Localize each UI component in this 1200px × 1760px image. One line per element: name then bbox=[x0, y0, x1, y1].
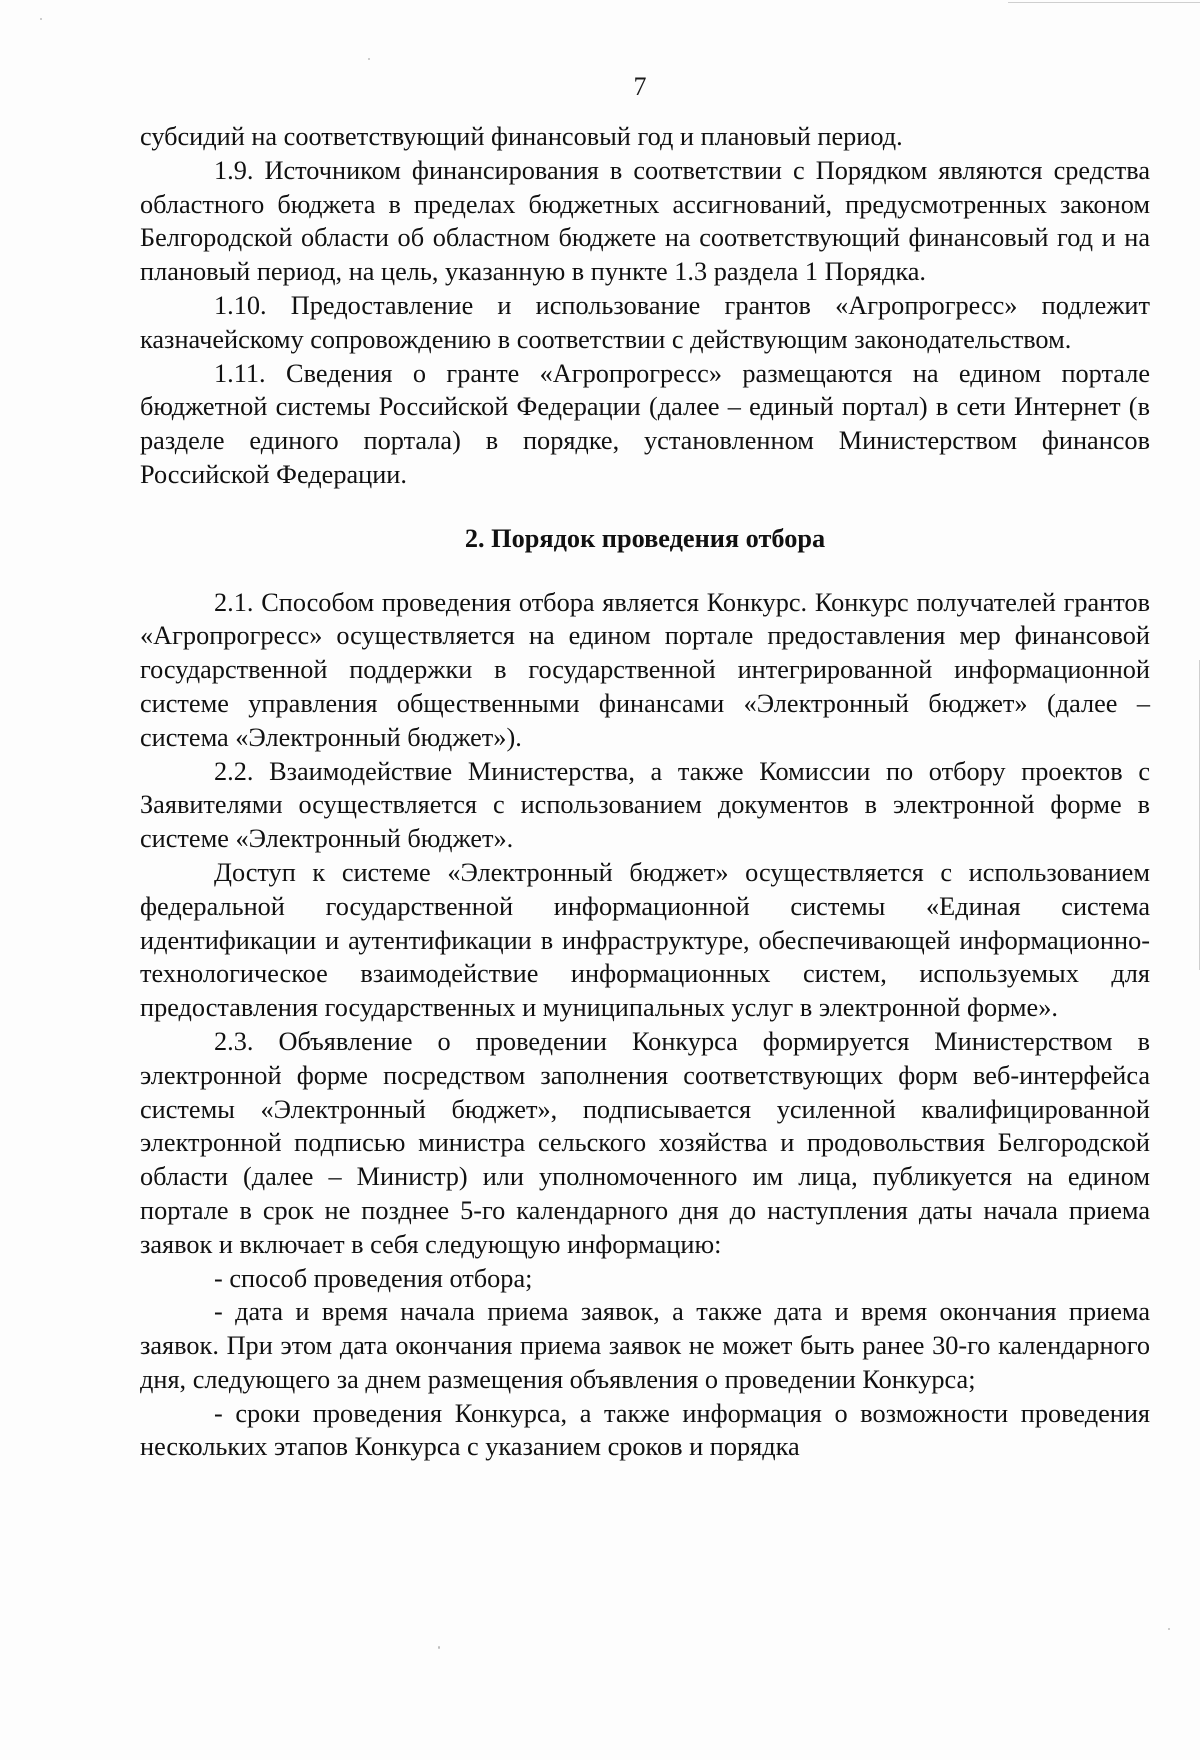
paragraph-1-10: 1.10. Предоставление и использование грантов «Агропрогресс» подлежит казначейскому сопровождению в соответствии с действующим законодательством. bbox=[140, 290, 1150, 354]
section-heading: 2. Порядок проведения отбора bbox=[464, 523, 826, 553]
scan-speck bbox=[40, 18, 42, 20]
list-item-selection-method: - способ проведения отбора; bbox=[214, 1263, 533, 1293]
scan-speck bbox=[368, 58, 370, 60]
paragraph-access: Доступ к системе «Электронный бюджет» осуществляется с использованием федеральной государственной информационной системы «Единая система идентификации и аутентификации в инфраструктуре, обеспечивающей информационно-технологическое взаимодействие информационных систем, используемых для предоставления государственных и муниципальных услуг в электронной форме». bbox=[140, 857, 1150, 1023]
paragraph-2-1: 2.1. Способом проведения отбора является Конкурс. Конкурс получателей грантов «Агропрогресс» осуществляется на едином портале предоставления мер финансовой государственной поддержки в государственной интегрированной информационной системе управления общественными финансами «Электронный бюджет» (далее – система «Электронный бюджет»). bbox=[140, 587, 1150, 752]
document-body bbox=[140, 120, 1150, 1464]
scan-edge-line-top bbox=[1008, 2, 1200, 3]
paragraph-1-11: 1.11. Сведения о гранте «Агропрогресс» размещаются на едином портале бюджетной системы Российской Федерации (далее – единый портал) в сети Интернет (в разделе единого портала) в порядке, установленном Министерством финансов Российской Федерации. bbox=[140, 358, 1150, 489]
paragraph-2-2: 2.2. Взаимодействие Министерства, а также Комиссии по отбору проектов с Заявителями осуществляется с использованием документов в электронной форме в системе «Электронный бюджет». bbox=[140, 756, 1150, 854]
scan-speck bbox=[1168, 1628, 1170, 1630]
paragraph-1-9: 1.9. Источником финансирования в соответствии с Порядком являются средства областного бюджета в пределах бюджетных ассигнований, предусмотренных законом Белгородской области об областном бюджете на соответствующий финансовый год и на плановый период, на цель, указанную в пункте 1.3 раздела 1 Порядка. bbox=[140, 155, 1150, 287]
list-item-application-dates: - дата и время начала приема заявок, а также дата и время окончания приема заявок. При этом дата окончания приема заявок не может быть ранее 30-го календарного дня, следующего за днем размещения объявления о проведении Конкурса; bbox=[140, 1297, 1150, 1394]
list-item-contest-terms: - сроки проведения Конкурса, а также информация о возможности проведения нескольких этапов Конкурса с указанием сроков и порядка bbox=[140, 1398, 1150, 1462]
paragraph-continuation: субсидий на соответствующий финансовый год и плановый период. bbox=[140, 122, 903, 151]
paragraph-2-3: 2.3. Объявление о проведении Конкурса формируется Министерством в электронной форме посредством заполнения соответствующих форм веб-интерфейса системы «Электронный бюджет», подписывается усиленной квалифицированной электронной подписью министра сельского хозяйства и продовольствия Белгородской области (далее – Министр) или уполномоченного им лица, публикуется на едином портале в срок не позднее 5-го календарного дня до наступления даты начала приема заявок и включает в себя следующую информацию: bbox=[140, 1026, 1150, 1259]
scan-speck bbox=[438, 1646, 440, 1649]
page-number: 7 bbox=[633, 72, 647, 101]
